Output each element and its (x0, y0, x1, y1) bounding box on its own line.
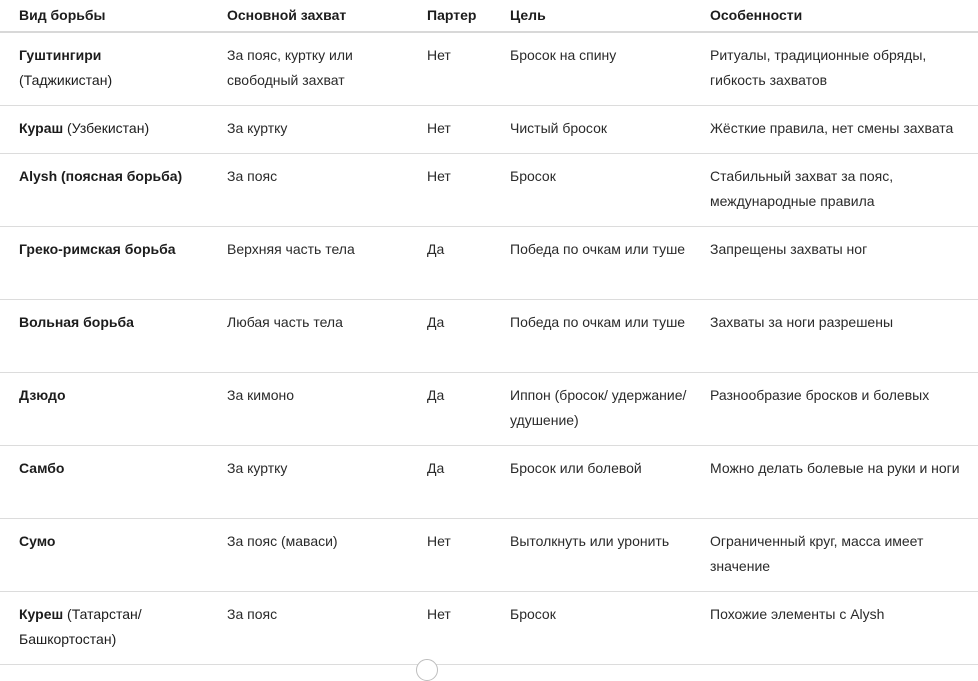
cell-features: Ритуалы, традиционные обряды, гибкость захватов (710, 32, 978, 106)
cell-goal: Чистый бросок (510, 106, 710, 154)
cell-parter: Нет (427, 106, 510, 154)
cell-grip: За пояс (227, 592, 427, 665)
cell-goal: Иппон (бросок/ удержание/удушение) (510, 373, 710, 446)
type-name: Кураш (19, 120, 64, 136)
cell-parter: Да (427, 373, 510, 446)
cell-parter: Нет (427, 32, 510, 106)
type-name: Гуштингири (19, 47, 102, 63)
table-row (0, 300, 978, 373)
cell-parter: Да (427, 446, 510, 519)
cell-features: Захваты за ноги разрешены (710, 300, 978, 373)
cell-features: Разнообразие бросков и болевых (710, 373, 978, 446)
cell-goal: Бросок (510, 154, 710, 227)
table-row (0, 592, 978, 665)
cell-type: Греко-римская борьба (0, 227, 227, 300)
cell-goal: Вытолкнуть или уронить (510, 519, 710, 592)
cell-parter: Нет (427, 154, 510, 227)
table-row (0, 227, 978, 300)
cell-type (0, 592, 227, 665)
table-row (0, 519, 978, 592)
cell-type: Сумо (0, 519, 227, 592)
type-region: (Таджикистан) (19, 72, 113, 88)
cell-goal: Победа по очкам или туше (510, 227, 710, 300)
table-row (0, 106, 978, 154)
table-row (0, 32, 978, 106)
cell-type: Вольная борьба (0, 300, 227, 373)
cell-type: Дзюдо (0, 373, 227, 446)
header-goal: Цель (510, 0, 710, 32)
cell-grip: За кимоно (227, 373, 427, 446)
cell-features: Стабильный захват за пояс, международные правила (710, 154, 978, 227)
cell-parter: Нет (427, 519, 510, 592)
table-row (0, 154, 978, 227)
header-grip: Основной захват (227, 0, 427, 32)
scroll-down-button[interactable] (416, 659, 438, 681)
cell-features: Можно делать болевые на руки и ноги (710, 446, 978, 519)
cell-grip: За куртку (227, 106, 427, 154)
cell-type: Alysh (поясная борьба) (0, 154, 227, 227)
cell-parter: Да (427, 227, 510, 300)
cell-features: Похожие элементы с Alysh (710, 592, 978, 665)
cell-grip: Верхняя часть тела (227, 227, 427, 300)
cell-type: Самбо (0, 446, 227, 519)
cell-grip: За пояс (227, 154, 427, 227)
type-region: (Узбекистан) (67, 120, 150, 136)
cell-grip: За пояс, куртку или свободный захват (227, 32, 427, 106)
cell-parter: Да (427, 300, 510, 373)
header-parter: Партер (427, 0, 510, 32)
cell-grip: Любая часть тела (227, 300, 427, 373)
type-name: Куреш (19, 606, 64, 622)
table-header-row (0, 0, 978, 32)
cell-type (0, 106, 227, 154)
cell-grip: За пояс (маваси) (227, 519, 427, 592)
header-type: Вид борьбы (0, 0, 227, 32)
table-row (0, 446, 978, 519)
cell-features: Запрещены захваты ног (710, 227, 978, 300)
header-features: Особенности (710, 0, 978, 32)
cell-parter: Нет (427, 592, 510, 665)
cell-goal: Бросок на спину (510, 32, 710, 106)
type-region: (Татарстан/ Башкортостан) (19, 606, 142, 647)
cell-features: Ограниченный круг, масса имеет значение (710, 519, 978, 592)
cell-goal: Победа по очкам или туше (510, 300, 710, 373)
cell-goal: Бросок или болевой (510, 446, 710, 519)
cell-features: Жёсткие правила, нет смены захвата (710, 106, 978, 154)
cell-type (0, 32, 227, 106)
cell-goal: Бросок (510, 592, 710, 665)
cell-grip: За куртку (227, 446, 427, 519)
table-row (0, 373, 978, 446)
